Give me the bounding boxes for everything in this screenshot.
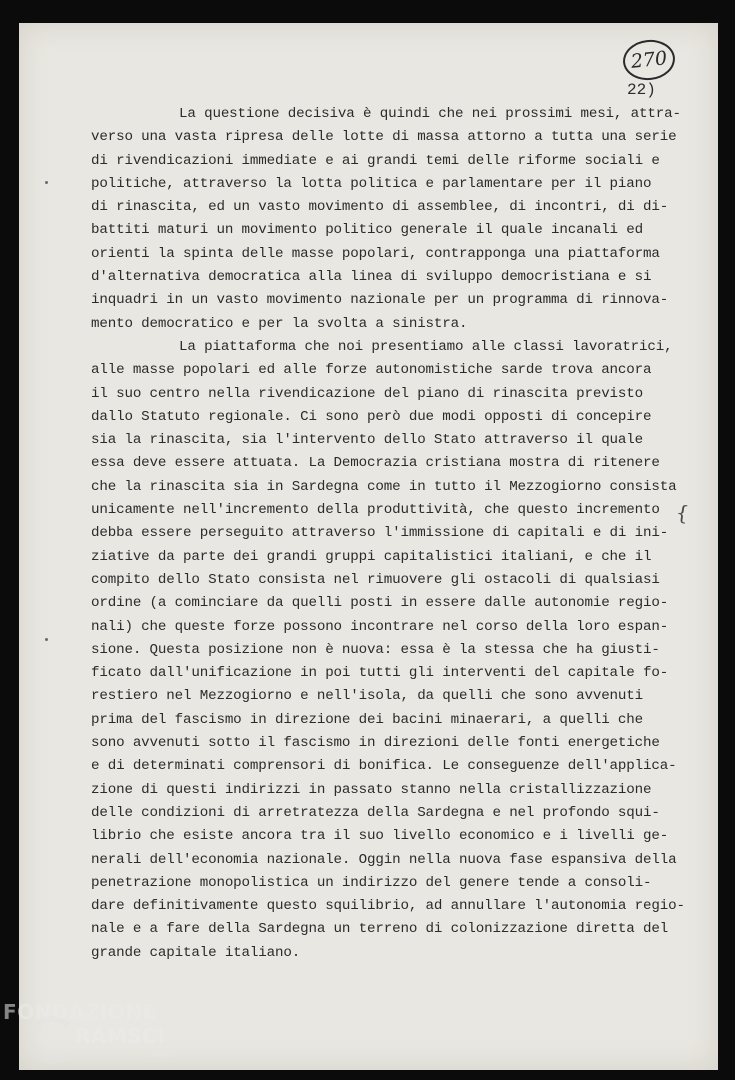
text-line: di rinascita, ed un vasto movimento di assemblee, di incontri, di di- [91,199,669,216]
text-line: ordine (a cominciare da quelli posti in essere dalle autonomie regio- [91,595,669,612]
text-line: restiero nel Mezzogiorno e nell'isola, da quelli che sono avvenuti [91,688,644,705]
text-line: di rivendicazioni immediate e ai grandi temi delle riforme sociali e [91,152,660,169]
text-line: verso una vasta ripresa delle lotte di massa attorno a tutta una serie [91,129,677,146]
text-line: dallo Statuto regionale. Ci sono però due modi opposti di concepire [91,408,652,425]
text-line: librio che esiste ancora tra il suo livello economico e i livelli ge- [91,828,669,845]
watermark-g-logo-icon [29,1016,77,1064]
text-line: nerali dell'economia nazionale. Oggin nella nuova fase espansiva della [91,851,677,868]
text-line: unicamente nell'incremento della produttività, che questo incremento [91,502,660,519]
fondazione-gramsci-watermark [3,1000,203,1080]
text-line: d'alternativa democratica alla linea di sviluppo democristiana e si [91,269,652,286]
text-line: alle masse popolari ed alle forze autonomistiche sarde trova ancora [91,362,652,379]
margin-dot [45,638,48,641]
text-line: e di determinati comprensori di bonifica. Le conseguenze dell'applica- [91,758,677,775]
margin-bracket-mark: { [674,500,691,526]
text-line: orienti la spinta delle masse popolari, contrapponga una piattaforma [91,245,660,262]
text-line: ficato dall'unificazione in poi tutti gli interventi del capitale fo- [91,665,669,682]
text-line: La questione decisiva è quindi che nei prossimi mesi, attra- [179,106,681,122]
margin-dot [45,181,48,184]
text-line: zione di questi indirizzi in passato stanno nella cristallizzazione [91,781,652,798]
text-line: ziative da parte dei grandi gruppi capitalistici italiani, e che il [91,548,652,565]
text-line: prima del fascismo in direzione dei bacini minaerari, a quelli che [91,711,644,728]
text-line: grande capitale italiano. [91,944,301,961]
text-line: mento democratico e per la svolta a sinistra. [91,315,468,332]
text-line: inquadri in un vasto movimento nazionale per un programma di rinnova- [91,292,669,309]
page-number: 22) [627,81,656,99]
text-line: compito dello Stato consista nel rimuovere gli ostacoli di qualsiasi [91,571,660,588]
text-line: sono avvenuti sotto il fascismo in direzioni delle fonti energetiche [91,735,660,752]
text-line: debba essere perseguito attraverso l'immissione di capitali e di ini- [91,525,669,542]
text-line: politiche, attraverso la lotta politica e parlamentare per il piano [91,175,652,192]
watermark-line-2: RAMSCI [75,1024,166,1048]
watermark-line-1: FONDAZIONE [3,1000,157,1024]
folio-number: 270 [629,47,669,73]
document-page [19,23,718,1070]
body-text [91,103,685,965]
text-line: sia la rinascita, sia l'intervento dello Stato attraverso il quale [91,432,644,449]
text-line: nali) che queste forze possono incontrare nel corso della loro espan- [91,618,669,635]
text-line: battiti maturi un movimento politico generale il quale incanali ed [91,222,644,239]
text-line: penetrazione monopolistica un indirizzo del genere tende a consoli- [91,874,652,891]
text-line: delle condizioni di arretratezza della Sardegna e nel profondo squi- [91,804,660,821]
text-line: dare definitivamente questo squilibrio, ad annullare l'autonomia regio- [91,898,685,915]
folio-stamp [621,37,677,82]
text-line: il suo centro nella rivendicazione del piano di rinascita previsto [91,385,644,402]
text-line: nale e a fare della Sardegna un terreno di colonizzazione diretta del [91,921,669,938]
text-line: sione. Questa posizione non è nuova: essa è la stessa che ha giusti- [91,641,660,658]
watermark-line-3: onlus [149,1050,173,1059]
text-line: La piattaforma che noi presentiamo alle classi lavoratrici, [179,338,673,355]
text-line: essa deve essere attuata. La Democrazia cristiana mostra di ritenere [91,455,660,472]
text-line: che la rinascita sia in Sardegna come in tutto il Mezzogiorno consista [91,478,677,495]
